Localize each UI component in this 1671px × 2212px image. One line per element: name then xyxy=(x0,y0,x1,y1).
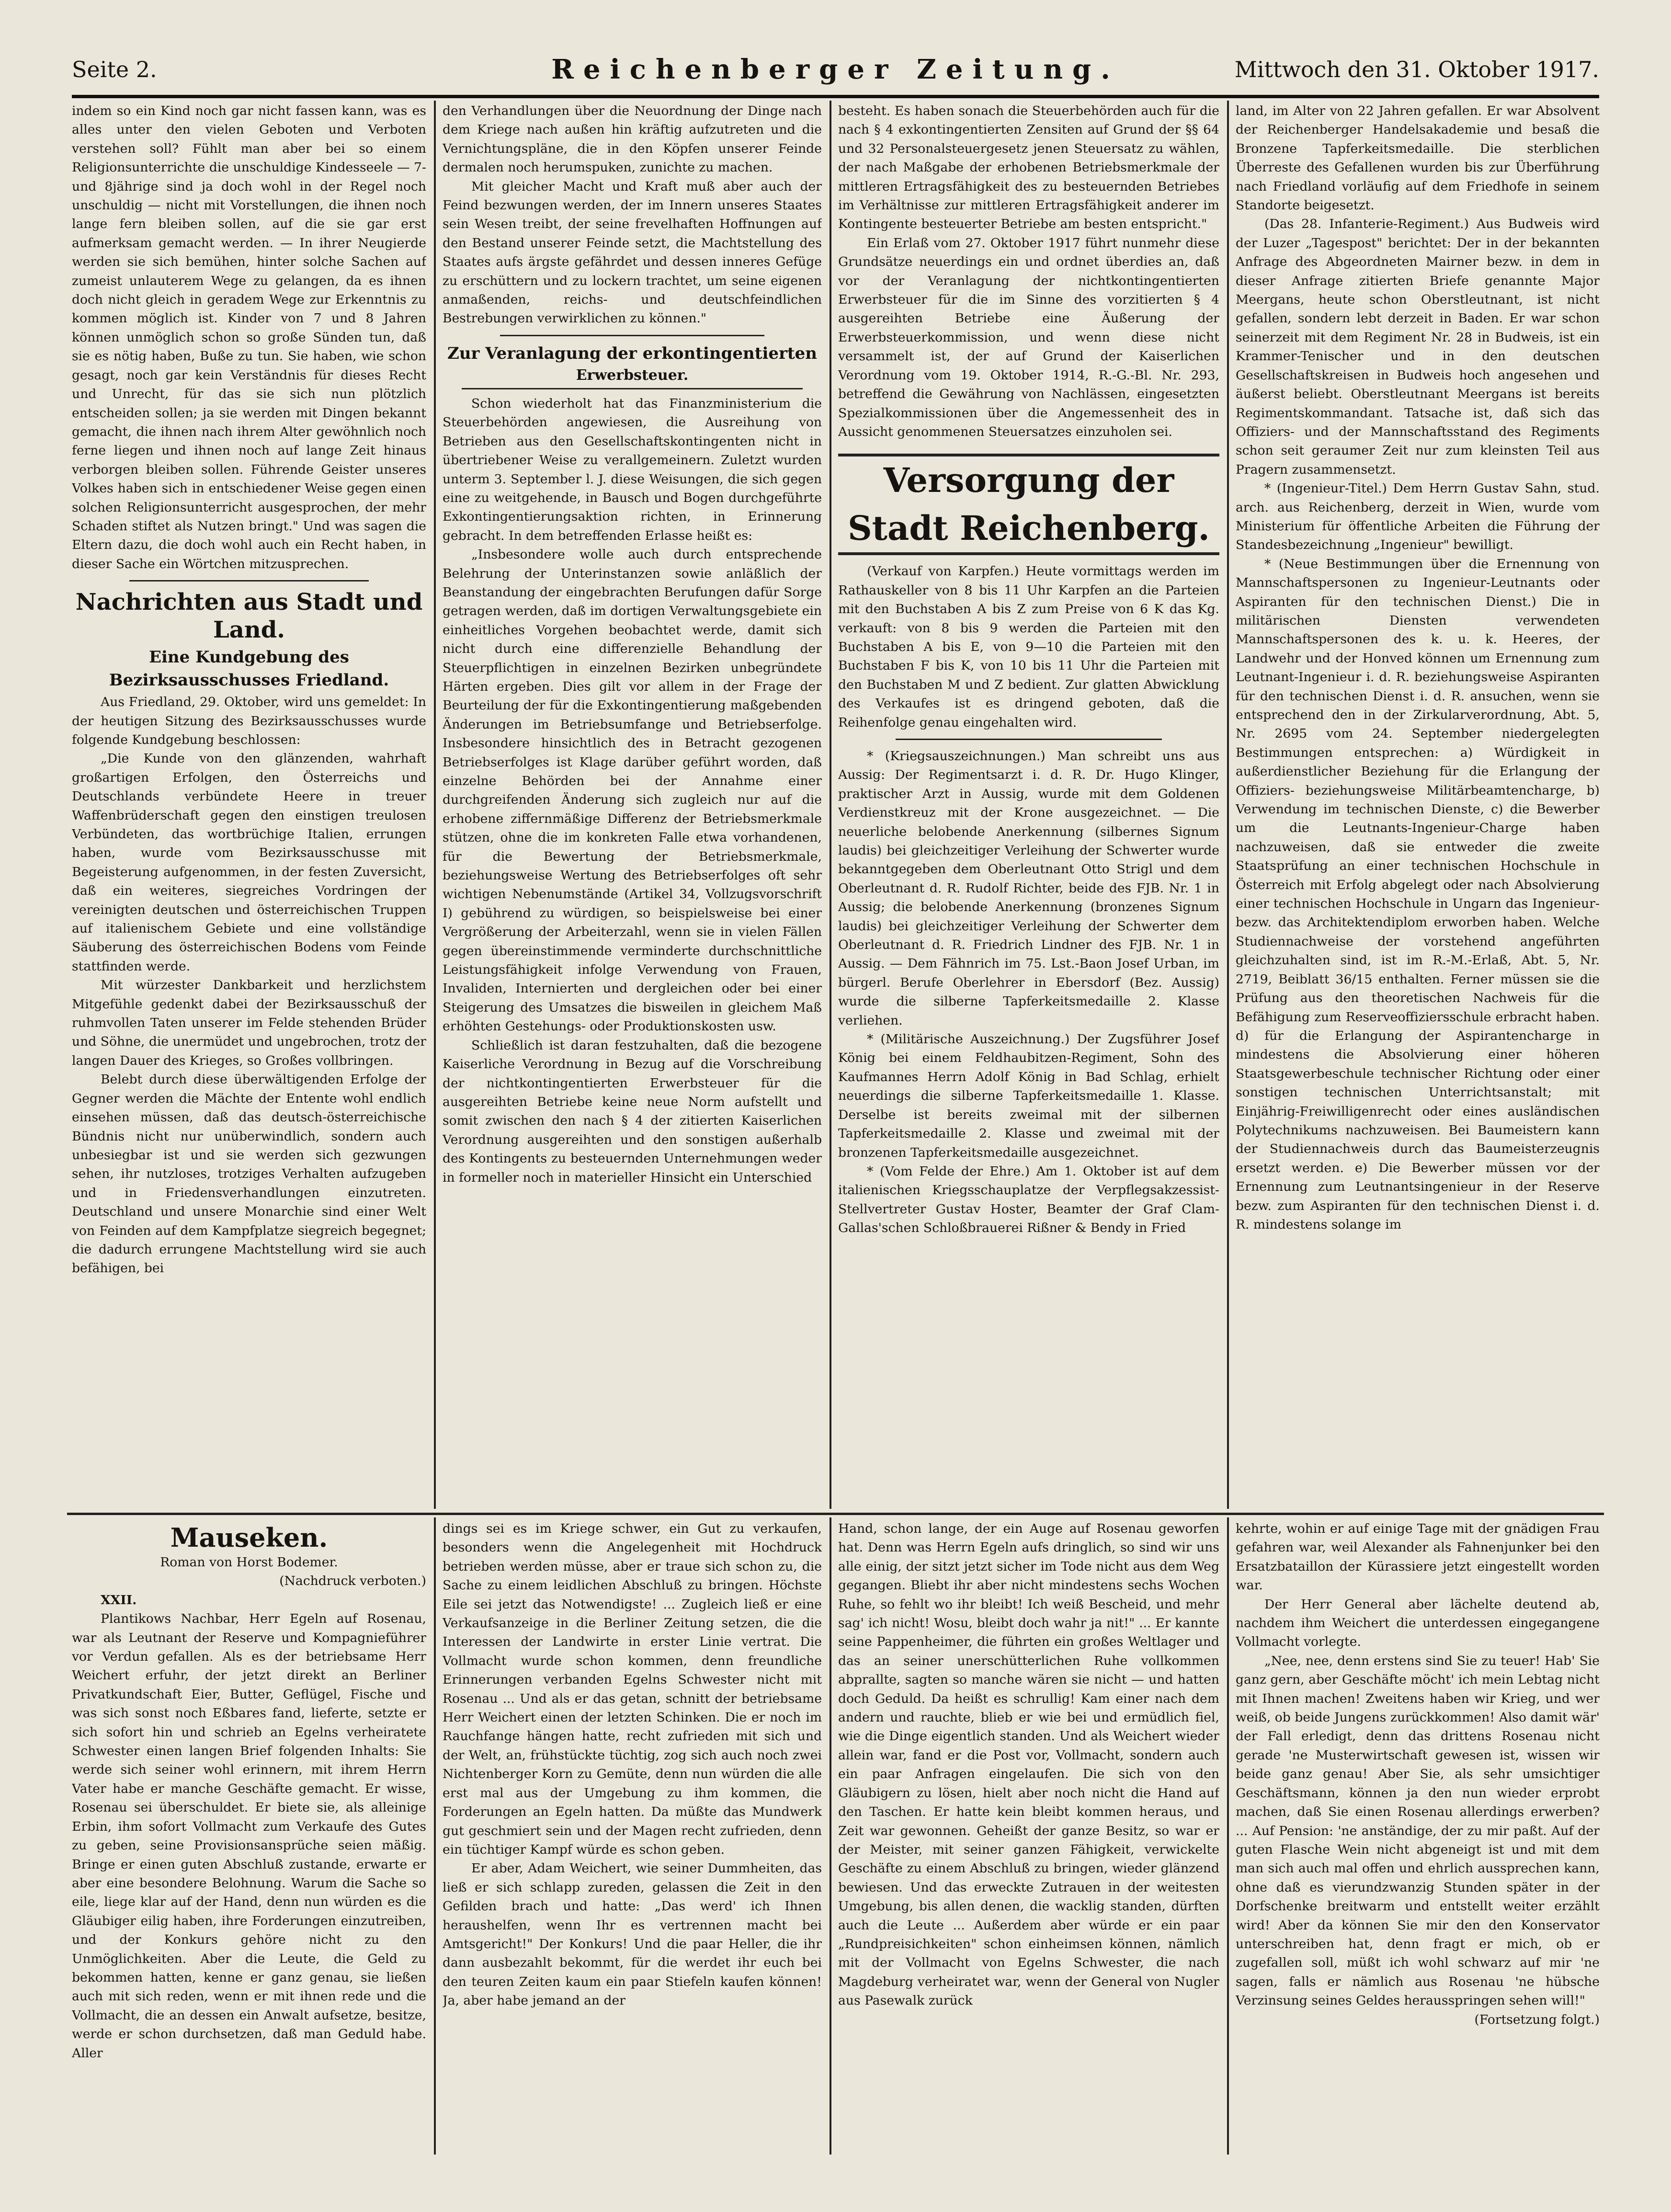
novel-text: Er aber, Adam Weichert, wie seiner Dummheiten, das ließ er sich schlapp zureden, gelassen die Zeit in den Gefilden brach und hatte: „Das werd' ich Ihnen heraushelfen, wenn Ihr es vertrennen macht bei Amtsgericht!" Der Konkurs! Und die paar Heller, die ihr dann ausbezahlt bekommt, für die werdet ihr euch bei den teuren Zeiten kaum ein paar Stiefeln kaufen können! Ja, aber habe jemand an der xyxy=(443,1861,822,2008)
article-text: Aus Friedland, 29. Oktober, wird uns gemeldet: In der heutigen Sitzung des Bezirksausschusses wurde folgende Kundgebung beschlossen: xyxy=(72,695,426,747)
column-1 xyxy=(72,102,426,1510)
divider xyxy=(896,739,1162,740)
continuation-note: (Fortsetzung folgt.) xyxy=(1474,2012,1600,2027)
novel-text: Der Herr General aber lächelte deutend ab, nachdem ihm Weichert die unterdessen eingegangene Vollmacht vorlegte. xyxy=(1236,1596,1600,1650)
divider xyxy=(500,335,764,336)
article-text: * (Vom Felde der Ehre.) Am 1. Oktober ist auf dem italienischen Kriegsschauplatze der Verpflegsakzessist-Stellvertreter Gustav Hoster, Beamter der Graf Clam-Gallas'schen Schloßbrauerei Rißner & Bendy in Fried xyxy=(838,1163,1219,1236)
article-text: * (Ingenieur-Titel.) Dem Herrn Gustav Sahn, stud. arch. aus Reichenberg, derzeit in Wien, wurde vom Ministerium für öffentliche Arbeiten die Führung der Standesbezeichnung „Ingenieur" bewilligt. xyxy=(1236,481,1600,553)
chapter-number: XXII. xyxy=(101,1592,137,1608)
section-heading: Versorgung der Stadt Reichenberg. xyxy=(838,454,1219,555)
novel-column-3 xyxy=(838,1519,1219,2156)
column-4 xyxy=(1236,102,1600,1510)
novel-title: Mauseken. xyxy=(170,1522,328,1553)
article-text: land, im Alter von 22 Jahren gefallen. Er war Absolvent der Reichenberger Handelsakademie und besaß die Bronzene Tapferkeitsmedaille. Die sterblichen Überreste des Gefallenen wurden bis zur Überführung nach Friedland vorläufig auf dem Friedhofe in seinem Standorte beigesetzt. xyxy=(1236,103,1600,213)
novel-author: Roman von Horst Bodemer. xyxy=(160,1555,338,1570)
article-text: Schon wiederholt hat das Finanzministerium die Steuerbehörden angewiesen, die Ausreihung von Betrieben aus den Gesellschaftskontingenten nicht in übertriebener Weise zu verallgemeinern. Zuletzt wurden unterm 3. September l. J. diese Weisungen, die sich gegen eine zu weitgehende, in Bausch und Bogen durchgeführte Exkontingentierungsaktion richten, in Erinnerung gebracht. In dem betreffenden Erlasse heißt es: xyxy=(443,396,822,543)
section-heading: Nachrichten aus Stadt und Land. xyxy=(75,589,423,644)
article-text: indem so ein Kind noch gar nicht fassen kann, was es alles unter den vielen Geboten und Verboten verstehen soll? Fühlt man aber bei so einem Religionsunterrichte die unschuldige Kindesseele — 7- und 8jährige sind ja doch wohl in der Regel noch unschuldig — nicht mit Vorstellungen, die ihnen noch lange fern bleiben sollen, auf die sie gar erst aufmerksam gemacht werden. — In ihrer Neugierde werden sie sich bemühen, hinter solche Sachen auf zumeist unlauterem Wege zu gelangen, da es ihnen doch nicht gleich in geradem Wege zur Erkenntnis zu kommen möglich ist. Kinder von 7 und 8 Jahren können unmöglich schon so große Sünden tun, daß sie es nötig haben, Buße zu tun. Sie haben, wie schon gesagt, noch gar kein Verständnis für dieses Recht und Unrecht, für das sie sich nun plötzlich entscheiden sollen; ja sie werden mit Dingen bekannt gemacht, die ihnen nach ihrem Alter gewöhnlich noch ferne liegen und ihnen noch auf lange Zeit hinaus verborgen bleiben sollen. Führende Geister unseres Volkes haben sich in entschiedener Weise gegen einen solchen Religionsunterricht ausgesprochen, der mehr Schaden stiftet als Nutzen bringt." Und was sagen die Eltern dazu, die doch wohl auch ein Recht haben, in dieser Sache ein Wörtchen mitzusprechen. xyxy=(72,103,426,571)
article-subheading: Bezirksausschusses Friedland. xyxy=(109,671,389,690)
article-heading: Eine Kundgebung des xyxy=(149,648,349,667)
issue-date: Mittwoch den 31. Oktober 1917. xyxy=(1234,57,1599,82)
article-text: Ein Erlaß vom 27. Oktober 1917 führt nunmehr diese Grundsätze neuerdings ein und ordnet überdies an, daß vor der Veranlagung der nichtkontingentierten Erwerbsteuer für die im Sinne des vorzitierten § 4 ausgereihten Betriebe eine Äußerung der Erwerbsteuerkommission, und wenn diese nicht versammelt ist, der auf Grund der Kaiserlichen Verordnung vom 19. Oktober 1914, R.-G.-Bl. Nr. 293, betreffend die Gewährung von Nachlässen, eingesetzten Spezialkommissionen über die Angemessenheit des in Aussicht genommenen Steuersatzes einzuholen sei. xyxy=(838,235,1219,439)
column-rule-1 xyxy=(434,101,436,1509)
page-number: Seite 2. xyxy=(72,57,157,82)
reprint-note: (Nachdruck verboten.) xyxy=(279,1573,426,1589)
column-2 xyxy=(443,102,822,1510)
article-heading: Zur Veranlagung der erkontingentierten xyxy=(447,343,817,363)
column-rule-5 xyxy=(830,1517,831,2155)
novel-text: „Nee, nee, denn erstens sind Sie zu teuer! Hab' Sie ganz gern, aber Geschäfte möcht' ich mein Lebtag nicht mit Ihnen machen! Zweitens haben wir Krieg, und wer weiß, ob beide Jungens zurückkommen! Also damit wär' der Fall erledigt, denn das drittens Rosenau nicht gerade 'ne Musterwirtschaft gewesen ist, wissen wir beide ganz genau! Aber Sie, als sehr umsichtiger Geschäftsmann, können ja den nun wieder erprobt machen, daß Sie einen Rosenau allerdings erwerben? ... Auf Pension: 'ne anständige, der zu mir paßt. Auf der guten Flasche Wein nicht abgeneigt ist und mit dem man sich auch mal offen und ehrlich aussprechen kann, ohne daß es vierundzwanzig Stunden später in der Dorfschenke breitwarm und entstellt weiter erzählt wird! Aber da können Sie mir den den Konservator unterschreiben hat, denn fragt er mich, ob er zugefallen soll, müßt ich wohl schwarz auf mir 'ne sagen, falls er nämlich aus Rosenau 'ne hübsche Verzinsung seines Geldes herausspringen sehen will!" xyxy=(1236,1653,1600,2008)
article-text: „Insbesondere wolle auch durch entsprechende Belehrung der Unterinstanzen sowie anläßlich der Beanstandung der eingebrachten Berufungen dafür Sorge getragen werden, daß im dortigen Verwaltungsgebiete ein einheitliches Vorgehen beobachtet werde, damit sich nicht durch eine differenzielle Behandlung der Steuerpflichtigen in einzelnen Bezirken unbegründete Härten ergeben. Dies gilt vor allem in der Frage der Beurteilung der für die Exkontingentierung maßgebenden Änderungen im Betriebsumfange und Betriebserfolge. Insbesondere hinsichtlich des in Betracht gezogenen Betriebserfolges ist Klage darüber geführt worden, daß einzelne Behörden bei der Annahme einer durchgreifenden Änderung sich zugleich nur auf die erhobene ziffernmäßige Differenz der Betriebsmerkmale stützen, ohne die im konkreten Falle etwa vorhandenen, für die Bewertung der Betriebsmerkmale, beziehungsweise Wertung des Betriebserfolges oft sehr wichtigen Nebenumstände (Artikel 34, Vollzugsvorschrift I) gebührend zu würdigen, so beispielsweise bei einer Vergrößerung der Arbeiterzahl, wenn sie in vielen Fällen gegen übereinstimmende verminderte durchschnittliche Leistungsfähigkeit infolge Verwendung von Frauen, Invaliden, Internierten und dergleichen oder bei einer Steigerung des Umsatzes die bisweilen in gleichem Maß erhöhten Gestehungs- oder Produktionskosten usw. xyxy=(443,547,822,1034)
article-text: * (Kriegsauszeichnungen.) Man schreibt uns aus Aussig: Der Regimentsarzt i. d. R. Dr. Hugo Klinger, praktischer Arzt in Aussig, wurde mit dem Goldenen Verdienstkreuz mit der Krone ausgezeichnet. — Die neuerliche belobende Anerkennung (silbernes Signum laudis) bei gleichzeitiger Verleihung der Schwerter wurde bekanntgegeben dem Oberleutnant Otto Strigl und dem Oberleutnant d. R. Rudolf Richter, beide des FJB. Nr. 1 in Aussig; die belobende Anerkennung (bronzenes Signum laudis) bei gleichzeitiger Verleihung der Schwerter dem Oberleutnant d. R. Friedrich Lindner des FJB. Nr. 1 in Aussig. — Dem Fähnrich im 75. Lst.-Baon Josef Urban, im bürgerl. Berufe Oberlehrer in Ebersdorf (Bez. Aussig) wurde die silberne Tapferkeitsmedaille 2. Klasse verliehen. xyxy=(838,748,1219,1028)
article-text: Mit würzester Dankbarkeit und herzlichstem Mitgefühle gedenkt dabei der Bezirksausschuß der ruhmvollen Taten unserer im Felde stehenden Brüder und Söhne, die unermüdet und ungebrochen, trotz der langen Dauer des Krieges, so Großes vollbringen. xyxy=(72,978,426,1068)
divider xyxy=(129,580,369,582)
article-text: Belebt durch diese überwältigenden Erfolge der Gegner werden die Mächte der Entente wohl endlich einsehen müssen, daß das deutsch-österreichische Bündnis nicht nur unüberwindlich, sondern auch unbesiegbar ist und sie werden sich gezwungen sehen, ihr nutzloses, trotziges Verhalten aufzugeben und in Friedensverhandlungen einzutreten. Deutschland und unsere Monarchie sind einer Welt von Feinden auf dem Kampfplatze siegreich begegnet; die dadurch errungene Machtstellung wird sie auch befähigen, bei xyxy=(72,1072,426,1276)
column-rule-4 xyxy=(434,1517,436,2155)
novel-text: kehrte, wohin er auf einige Tage mit der gnädigen Frau gefahren war, weil Alexander als Fahnenjunker bei den Ersatzbataillon der Kürassiere jetzt eingestellt worden war. xyxy=(1236,1521,1600,1593)
novel-text: Hand, schon lange, der ein Auge auf Rosenau geworfen hat. Denn was Herrn Egeln aufs dringlich, so sind wir uns alle einig, der sitzt jetzt sicher im Tode nicht aus dem Weg gegangen. Bliebt ihr aber nicht mindestens sechs Wochen Ruhe, so fehlt wo ihr bleibt! Ich weiß Bescheid, und mehr sag' ich nicht! Wosu, bleibt doch wahr ja nit!" ... Er kannte seine Pappenheimer, die führten ein großes Weltlager und das an seiner unerschütterlichen Ruhe vollkommen abprallte, sagten so manche wären sie nicht — und hatten doch Geduld. Da heißt es schrullig! Kam einer nach dem andern und rauchte, blieb er wie bei und ermüdlich fiel, wie die Dinge eigentlich standen. Und als Weichert wieder allein war, fand er die Post vor, Vollmacht, sondern auch ein paar Anfragen eingelaufen. Die sich von den Gläubigern zu lösen, hielt aber noch nicht die Hand auf den Taschen. Er hatte kein bleibt kommen heraus, und Zeit war gewonnen. Geheißt der ganze Besitz, so war er der Meister, mit seiner ganzen Fähigkeit, verwickelte Geschäfte zu einem Abschluß zu bringen, wieder glänzend bewiesen. Und das erweckte Zutrauen in der weitesten Umgebung, bis allen denen, die wacklig standen, dürften auch die Leute ... Außerdem aber würde er ein paar „Rundpreisichkeiten" schon einheimsen können, nämlich mit der Vollmacht von Egelns Schwester, die nach Magdeburg verheiratet war, wenn der General von Nugler aus Pasewalk zurück xyxy=(838,1521,1219,2008)
article-text: (Das 28. Infanterie-Regiment.) Aus Budweis wird der Luzer „Tagespost" berichtet: Der in der bekannten Anfrage des Abgeordneten Mairner bezw. in dem in dieser Anfrage zitierten Briefe genannte Major Meergans, heute schon Oberstleutnant, ist nicht gefallen, sondern lebt derzeit in Baden. Er war schon seinerzeit mit dem Regiment Nr. 28 in Budweis, ist ein Krammer-Tenischer und in den deutschen Gesellschaftskreisen in Budweis hoch angesehen und äußerst beliebt. Oberstleutnant Meergans ist bereits Regimentskommandant. Tatsache ist, daß sich das Offiziers- und der Mannschaftsstand des Regiments schon seit geraumer Zeit nur zum kleinsten Teil aus Pragern zusammensetzt. xyxy=(1236,217,1600,477)
newspaper-title: Reichenberger Zeitung. xyxy=(551,54,1120,85)
column-rule-3 xyxy=(1227,101,1229,1509)
column-3 xyxy=(838,102,1219,1510)
feuilleton-rule xyxy=(67,1513,1604,1515)
novel-text: Plantikows Nachbar, Herr Egeln auf Rosenau, war als Leutnant der Reserve und Kompagnieführer vor Verdun gefallen. Als es der betriebsame Herr Weichert erfuhr, der jetzt direkt an Berliner Privatkundschaft Eier, Butter, Geflügel, Fische und was sich sonst noch Eßbares fand, lieferte, setzte er sich sofort hin und schrieb an Egelns verheiratete Schwester einen langen Brief folgenden Inhalts: Sie werde sich seiner wohl erinnern, mit ihrem Herrn Vater habe er manche Geschäfte gemacht. Er wisse, Rosenau sei überschuldet. Er biete sie, als alleinige Erbin, ihm sofort Vollmacht zum Verkaufe des Gutes zu geben, seine Provisionsansprüche seien mäßig. Bringe er einen guten Abschluß zustande, erwarte er aber eine besondere Belohnung. Warum die Sache so eile, liege klar auf der Hand, denn nun würden es die Gläubiger eilig haben, ihre Forderungen einzutreiben, und der Konkurs gehöre nicht zu den Unmöglichkeiten. Aber die Leute, die Geld zu bekommen hatten, kenne er ganz genau, sie ließen auch mit sich reden, wenn er mit ihnen rede und die Vollmacht, die an dessen ein Anwalt aufsetze, besitze, werde er schon durchsetzen, daß man Geduld habe. Aller xyxy=(72,1611,426,2061)
article-text: Schließlich ist daran festzuhalten, daß die bezogene Kaiserliche Verordnung in Bezug auf die Vorschreibung der nichtkontingentierten Erwerbsteuer für die ausgereihten Betriebe keine neue Norm aufstellt und somit zwischen den nach § 4 der zitierten Kaiserlichen Verordnung ausgereihten und den sonstigen außerhalb des Kontingents zu besteuernden Unternehmungen weder in formeller noch in materieller Hinsicht ein Unterschied xyxy=(443,1038,822,1185)
novel-column-4 xyxy=(1236,1519,1600,2156)
masthead xyxy=(72,52,1599,98)
column-rule-2 xyxy=(830,101,831,1509)
article-text: „Die Kunde von den glänzenden, wahrhaft großartigen Erfolgen, den Österreichs und Deutschlands verbündete Heere in treuer Waffenbrüderschaft gegen den einstigen treulosen Verbündeten, das wortbrüchige Italien, errungen haben, wurde vom Bezirksausschusse mit Begeisterung aufgenommen, in der festen Zuversicht, daß ein weiteres, siegreiches Vordringen der vereinigten deutschen und österreichischen Truppen auf italienischem Gebiete und eine vollständige Säuberung des österreichischen Bodens vom Feinde stattfinden werde. xyxy=(72,751,426,974)
article-text: besteht. Es haben sonach die Steuerbehörden auch für die nach § 4 exkontingentierten Zensiten auf Grund der §§ 64 und 32 Personalsteuergesetz jenen Steuersatz zu wählen, der nach Maßgabe der erhobenen Betriebsmerkmale der mittleren Ertragsfähigkeit des zu besteuernden Betriebes im Verhältnisse zur mittleren Ertragsfähigkeit anderer im Kontingente besteuerter Betriebe am besten entspricht." xyxy=(838,103,1219,232)
column-rule-6 xyxy=(1227,1517,1229,2155)
article-text: * (Militärische Auszeichnung.) Der Zugsführer Josef König bei einem Feldhaubitzen-Regiment, Sohn des Kaufmannes Herrn Adolf König in Bad Schlag, erhielt neuerdings die silberne Tapferkeitsmedaille 1. Klasse. Derselbe ist bereits zweimal mit der silbernen Tapferkeitsmedaille 2. Klasse und zweimal mit der bronzenen Tapferkeitsmedaille ausgezeichnet. xyxy=(838,1032,1219,1160)
article-text: Mit gleicher Macht und Kraft muß aber auch der Feind bezwungen werden, der im Innern unseres Staates sein Wesen treibt, der seine frevelhaften Hoffnungen auf den Bestand unserer Feinde setzt, die Machtstellung des Staates aufs ärgste gefährdet und dessen inneres Gefüge zu erschüttern und zu lockern trachtet, um seine eigenen anmaßenden, reichs- und deutschfeindlichen Bestrebungen verwirklichen zu können." xyxy=(443,179,822,326)
novel-column-1 xyxy=(72,1519,426,2156)
novel-text: dings sei es im Kriege schwer, ein Gut zu verkaufen, besonders wenn die Angelegenheit mit Hochdruck betrieben werden müsse, aber er traue sich schon zu, die Sache zu einem leidlichen Abschluß zu bringen. Höchste Eile sei jetzt das Notwendigste! ... Zugleich ließ er eine Verkaufsanzeige in die Berliner Zeitung setzen, die die Interessen der Landwirte in erster Linie vertrat. Die Vollmacht wurde schon kommen, denn freundliche Erinnerungen verbanden Egelns Schwester nicht mit Rosenau ... Und als er das getan, schnitt der betriebsame Herr Weichert einen der letzten Schinken. Die er noch im Rauchfange hängen hatte, recht zufrieden mit sich und der Welt, an, frühstückte tüchtig, zog sich auch noch zwei Nichtenberger Korn zu Gemüte, denn nun würden die alle erst mal aus der Umgebung zu ihm kommen, die Forderungen an Egeln hatten. Da müßte das Mundwerk gut geschmiert sein und der Magen recht zufrieden, denn ein tüchtiger Kampf würde es schon geben. xyxy=(443,1521,822,1857)
novel-column-2 xyxy=(443,1519,822,2156)
article-text: (Verkauf von Karpfen.) Heute vormittags werden im Rathauskeller von 8 bis 11 Uhr Karpfen an die Parteien mit den Buchstaben A bis Z zum Preise von 6 K das Kg. verkauft: von 8 bis 9 werden die Parteien mit den Buchstaben A bis E, von 9—10 die Parteien mit den Buchstaben F bis K, von 10 bis 11 Uhr die Parteien mit den Buchstaben M und Z bedient. Zur glatten Abwicklung des Verkaufes ist es dringend geboten, daß die Reihenfolge genau eingehalten wird. xyxy=(838,564,1219,730)
article-text: den Verhandlungen über die Neuordnung der Dinge nach dem Kriege nach außen hin kräftig aufzutreten und die Vernichtungspläne, die in den Köpfen unserer Feinde dermalen noch herumspuken, zunichte zu machen. xyxy=(443,103,822,175)
article-subheading: Erwerbsteuer. xyxy=(462,366,803,389)
article-text: * (Neue Bestimmungen über die Ernennung von Mannschaftspersonen zu Ingenieur-Leutnants oder Aspiranten für den technischen Dienst.) Die in militärischen Diensten verwendeten Mannschaftspersonen des k. u. k. Heeres, der Landwehr und der Honved können um Ernennung zum Leutnant-Ingenieur i. d. R. beziehungsweise Aspiranten für den technischen Dienst i. d. R. ansuchen, wenn sie entsprechend den in der Zirkularverordnung, Abt. 5, Nr. 2695 vom 24. September niedergelegten Bestimmungen entsprechen: a) Würdigkeit in außerdienstlicher Beziehung für die Erlangung der Offiziers- beziehungsweise Militärbeamtencharge, b) Verwendung im technischen Dienste, c) die Bewerber um die Leutnants-Ingenieur-Charge haben nachzuweisen, daß sie entweder die zweite Staatsprüfung an einer technischen Hochschule in Österreich mit Erfolg abgelegt oder nach Absolvierung einer technischen Hochschule in Ungarn das Ingenieur- bezw. das Architektendiplom erworben haben. Welche Studiennachweise der vorstehend angeführten gleichzuhalten sind, ist im R.-M.-Erlaß, Abt. 5, Nr. 2719, Beiblatt 36/15 enthalten. Ferner müssen sie die Prüfung aus den theoretischen Nachweis für die Befähigung zum Reserveoffiziersschule erbracht haben. d) für die Erlangung der Aspirantencharge in mindestens die Absolvierung einer höheren Staatsgewerbeschule technischer Richtung oder einer sonstigen technischen Unterrichtsanstalt; mit Einjährig-Freiwilligenrecht oder eines ausländischen Polytechnikums nachzuweisen. Bei Baumeistern kann der Studiennachweis durch das Baumeisterzeugnis ersetzt werden. e) Die Bewerber müssen vor der Ernennung zum Leutnantsingenieur in der Reserve bezw. zum Aspiranten für den technischen Dienst i. d. R. mindestens solange im xyxy=(1236,556,1600,1232)
